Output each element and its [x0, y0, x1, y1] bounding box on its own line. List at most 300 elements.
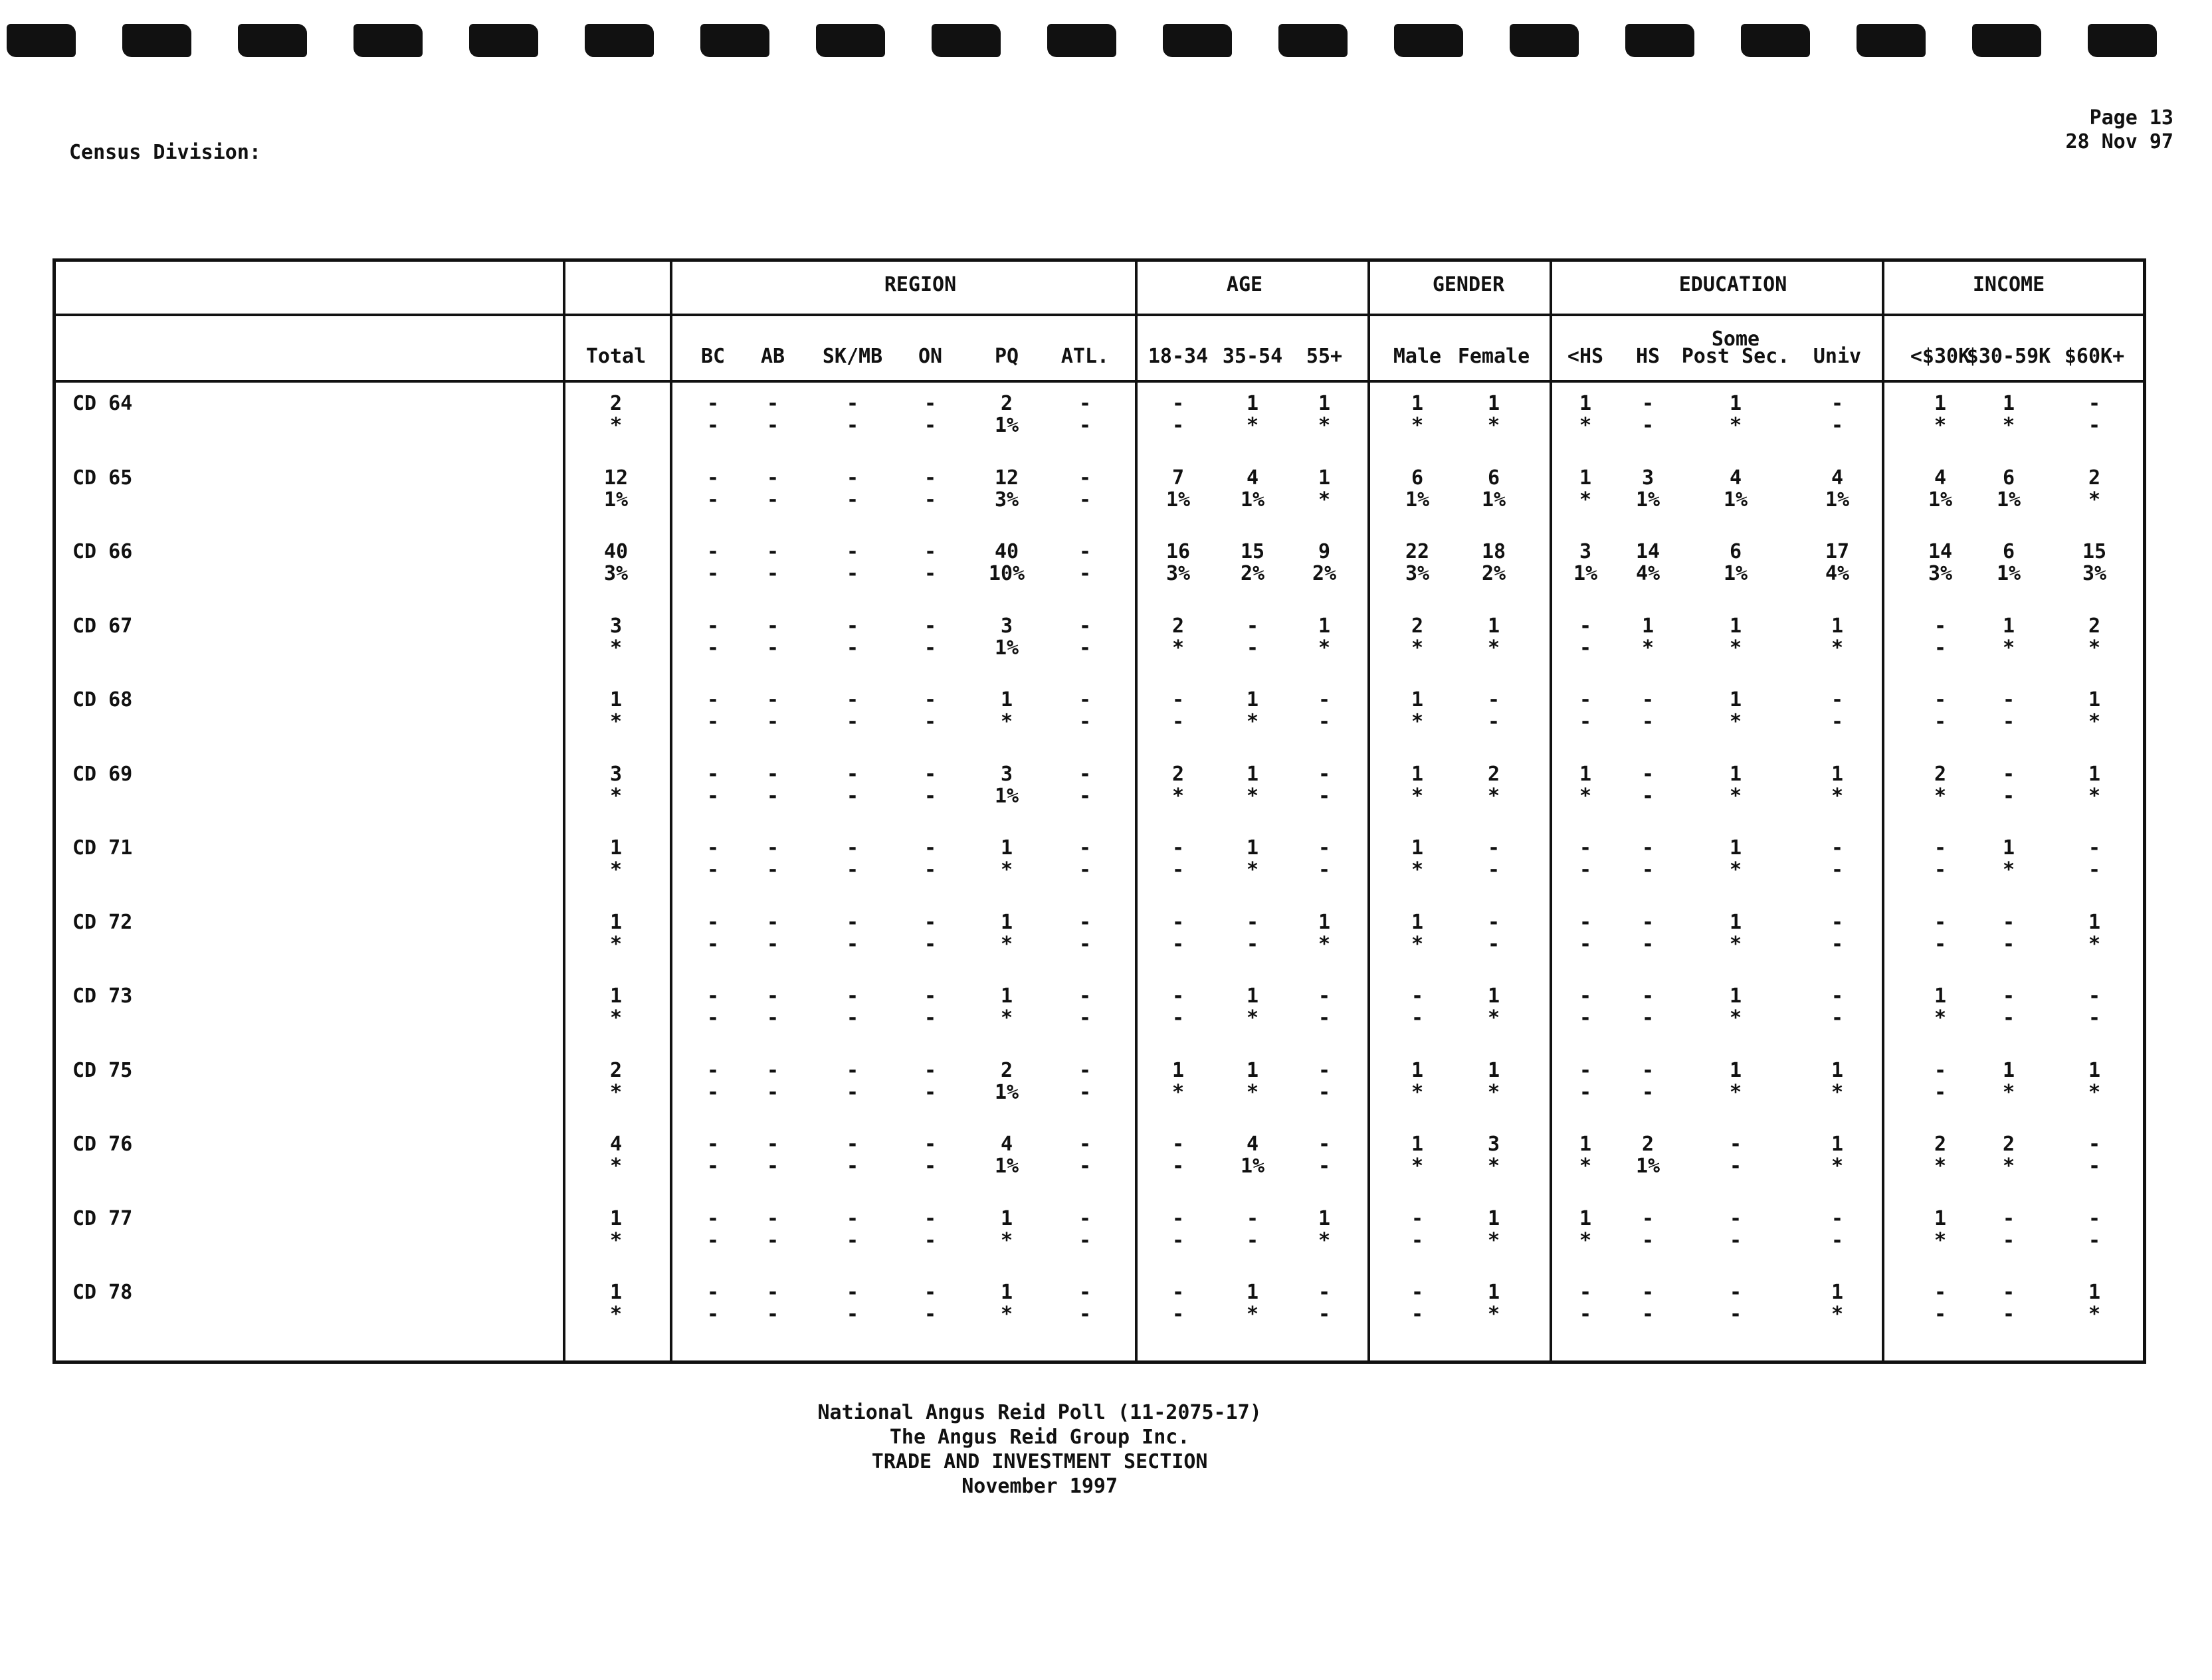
cell-percent: - — [706, 1303, 720, 1326]
cell-percent: * — [2002, 858, 2015, 882]
column-header: 18-34 — [1148, 345, 1209, 368]
cell-percent: * — [1729, 636, 1742, 660]
cell-percent: - — [766, 932, 779, 956]
cell-percent: - — [1831, 1228, 1844, 1252]
cell-percent: * — [609, 932, 623, 956]
cell-count: - — [1579, 688, 1592, 711]
cell-count: - — [1641, 392, 1655, 415]
cell-count: - — [1487, 688, 1500, 711]
cell-count: 2 — [609, 1058, 623, 1082]
cell-percent: - — [846, 488, 859, 512]
cell-percent: * — [1729, 1006, 1742, 1030]
footer — [0, 1400, 2212, 1499]
cell-percent: - — [924, 636, 937, 660]
cell-count: - — [1171, 910, 1185, 934]
cell-count: 4 — [1000, 1133, 1013, 1156]
cell-count: 3 — [1000, 762, 1013, 786]
binding-holes — [0, 19, 2212, 58]
cell-percent: - — [1318, 784, 1331, 808]
cell-count: - — [924, 688, 937, 711]
cell-percent: 3% — [1405, 562, 1430, 585]
cell-count: 7 — [1171, 466, 1185, 490]
cell-count: - — [1411, 1206, 1424, 1230]
cell-percent: - — [1831, 414, 1844, 437]
cell-count: - — [1171, 1281, 1185, 1304]
cell-percent: - — [766, 858, 779, 882]
footer-poll: National Angus Reid Poll (11-2075-17) — [817, 1401, 1262, 1424]
cell-percent: - — [766, 636, 779, 660]
cell-percent: - — [1171, 858, 1185, 882]
cell-count: - — [924, 540, 937, 563]
cell-percent: - — [1641, 1303, 1655, 1326]
cell-percent: * — [1934, 414, 1947, 437]
cell-percent: - — [924, 488, 937, 512]
cell-percent: - — [766, 562, 779, 585]
cell-percent: - — [1934, 710, 1947, 733]
cell-count: - — [924, 466, 937, 490]
cell-count: 3 — [609, 614, 623, 638]
cell-count: 2 — [1000, 1058, 1013, 1082]
cell-percent: - — [1078, 858, 1092, 882]
row-divider — [56, 380, 2143, 383]
cell-count: 1 — [1487, 614, 1500, 638]
cell-count: - — [924, 910, 937, 934]
cell-count: - — [706, 1058, 720, 1082]
cell-percent: 10% — [988, 562, 1025, 585]
binding-hole — [1278, 24, 1348, 57]
cell-count: - — [706, 392, 720, 415]
cell-percent: * — [1411, 932, 1424, 956]
cell-percent: - — [1078, 488, 1092, 512]
cell-percent: - — [766, 414, 779, 437]
cell-percent: - — [2002, 784, 2015, 808]
cell-percent: - — [2002, 932, 2015, 956]
cell-count: - — [846, 688, 859, 711]
cell-count: - — [1078, 614, 1092, 638]
cell-percent: - — [924, 784, 937, 808]
cell-percent: 1% — [1240, 1155, 1265, 1178]
cell-count: 2 — [1934, 1133, 1947, 1156]
cell-count: - — [1078, 392, 1092, 415]
cell-percent: * — [1246, 858, 1259, 882]
cell-count: - — [924, 984, 937, 1008]
cell-percent: * — [2002, 1155, 2015, 1178]
cell-percent: - — [1934, 636, 1947, 660]
cell-percent: 1% — [1240, 488, 1265, 512]
cell-count: - — [1078, 836, 1092, 860]
cell-percent: - — [766, 1155, 779, 1178]
cell-count: 3 — [1641, 466, 1655, 490]
cell-count: 1 — [1729, 910, 1742, 934]
column-header: $30-59K — [1966, 345, 2051, 368]
cell-percent: - — [924, 1303, 937, 1326]
cell-count: 1 — [1000, 688, 1013, 711]
cell-percent: - — [1487, 932, 1500, 956]
cell-percent: * — [1171, 636, 1185, 660]
cell-percent: * — [1729, 414, 1742, 437]
cell-percent: - — [846, 414, 859, 437]
cell-count: 2 — [1934, 762, 1947, 786]
cell-count: - — [1641, 836, 1655, 860]
cell-count: - — [1078, 1281, 1092, 1304]
cell-percent: - — [1171, 1155, 1185, 1178]
cell-percent: - — [846, 562, 859, 585]
cell-count: - — [1831, 392, 1844, 415]
cell-count: - — [1318, 1281, 1331, 1304]
cell-count: 1 — [2088, 1058, 2101, 1082]
binding-hole — [122, 24, 191, 57]
cell-count: - — [1318, 1058, 1331, 1082]
cell-count: 2 — [2088, 466, 2101, 490]
cell-percent: * — [1729, 710, 1742, 733]
cell-percent: 3% — [2082, 562, 2107, 585]
cell-percent: * — [1729, 932, 1742, 956]
cell-percent: * — [1411, 710, 1424, 733]
cell-percent: - — [924, 414, 937, 437]
cell-count: - — [1411, 1281, 1424, 1304]
cell-count: 1 — [1579, 466, 1592, 490]
binding-hole — [238, 24, 307, 57]
cell-count: - — [1171, 1206, 1185, 1230]
cell-count: - — [2002, 688, 2015, 711]
cell-percent: * — [609, 414, 623, 437]
cell-percent: - — [846, 932, 859, 956]
cell-count: 1 — [1000, 910, 1013, 934]
cell-percent: * — [2002, 414, 2015, 437]
cell-percent: * — [1934, 1006, 1947, 1030]
binding-hole — [1625, 24, 1694, 57]
cell-count: 2 — [1000, 392, 1013, 415]
cell-count: 1 — [1411, 1133, 1424, 1156]
cell-count: 15 — [2082, 540, 2107, 563]
cell-count: 2 — [1641, 1133, 1655, 1156]
cell-count: 1 — [1000, 1206, 1013, 1230]
cell-count: 14 — [1928, 540, 1953, 563]
cell-count: - — [2002, 1281, 2015, 1304]
cell-percent: - — [924, 858, 937, 882]
census-division-label: Census Division: — [69, 141, 261, 164]
cell-count: - — [1934, 1058, 1947, 1082]
cell-count: 1 — [1729, 984, 1742, 1008]
cell-count: - — [706, 836, 720, 860]
cell-percent: 1% — [994, 414, 1019, 437]
cell-percent: - — [1641, 1006, 1655, 1030]
cell-count: 40 — [603, 540, 629, 563]
cell-count: - — [1171, 392, 1185, 415]
column-header: 35-54 — [1222, 345, 1283, 368]
cell-count: 1 — [1246, 836, 1259, 860]
cell-count: 6 — [1487, 466, 1500, 490]
cell-percent: - — [1579, 858, 1592, 882]
cell-count: - — [1641, 688, 1655, 711]
cell-count: - — [2002, 762, 2015, 786]
cell-percent: * — [1579, 1155, 1592, 1178]
cell-count: 9 — [1318, 540, 1331, 563]
cell-count: - — [846, 466, 859, 490]
cell-count: 1 — [1831, 1133, 1844, 1156]
cell-percent: - — [1831, 932, 1844, 956]
cell-count: 2 — [1487, 762, 1500, 786]
cell-count: 1 — [1487, 984, 1500, 1008]
cell-count: - — [846, 1281, 859, 1304]
cell-count: - — [706, 984, 720, 1008]
cell-count: - — [706, 1206, 720, 1230]
cell-count: - — [706, 762, 720, 786]
cell-percent: - — [1729, 1155, 1742, 1178]
cell-percent: - — [1318, 710, 1331, 733]
cell-count: - — [846, 984, 859, 1008]
group-header-age: AGE — [1226, 273, 1263, 296]
cell-count: 2 — [1171, 762, 1185, 786]
cell-percent: * — [609, 710, 623, 733]
cell-count: 1 — [2088, 688, 2101, 711]
row-label: CD 71 — [72, 836, 133, 860]
cell-percent: - — [766, 1303, 779, 1326]
cell-percent: - — [1411, 1006, 1424, 1030]
cell-count: - — [1411, 984, 1424, 1008]
cell-count: - — [706, 688, 720, 711]
cell-count: 14 — [1635, 540, 1660, 563]
cell-percent: * — [1831, 784, 1844, 808]
cell-percent: * — [1318, 636, 1331, 660]
column-divider — [1882, 262, 1884, 1360]
cell-count: 1 — [1934, 392, 1947, 415]
cell-count: 1 — [1411, 688, 1424, 711]
cell-percent: * — [1487, 414, 1500, 437]
cell-count: - — [2002, 910, 2015, 934]
cell-count: 1 — [1831, 614, 1844, 638]
cell-percent: - — [1246, 932, 1259, 956]
cell-count: - — [846, 540, 859, 563]
cell-count: 1 — [1729, 688, 1742, 711]
cell-percent: - — [1487, 710, 1500, 733]
cell-percent: - — [846, 1006, 859, 1030]
cell-percent: * — [609, 1228, 623, 1252]
cell-count: - — [846, 836, 859, 860]
cell-percent: * — [1831, 1155, 1844, 1178]
cell-percent: * — [1171, 784, 1185, 808]
cell-percent: - — [1078, 1155, 1092, 1178]
cell-count: 1 — [1411, 762, 1424, 786]
cell-count: - — [766, 1281, 779, 1304]
cell-count: - — [846, 1058, 859, 1082]
cell-percent: * — [2088, 932, 2101, 956]
cell-count: 1 — [1246, 1058, 1259, 1082]
cell-count: 40 — [994, 540, 1019, 563]
cell-count: 6 — [1411, 466, 1424, 490]
cell-percent: 1% — [1635, 488, 1660, 512]
cell-percent: - — [2088, 1228, 2101, 1252]
cell-percent: - — [846, 636, 859, 660]
cell-percent: 1% — [994, 636, 1019, 660]
cell-count: - — [1078, 1206, 1092, 1230]
cell-percent: * — [2002, 1080, 2015, 1104]
cell-count: - — [1831, 836, 1844, 860]
cell-percent: * — [1831, 1303, 1844, 1326]
cell-count: - — [766, 614, 779, 638]
cell-count: 1 — [1000, 836, 1013, 860]
cell-count: - — [706, 540, 720, 563]
cell-percent: - — [1411, 1303, 1424, 1326]
cell-percent: * — [1411, 784, 1424, 808]
cell-count: 1 — [2088, 1281, 2101, 1304]
cell-count: 1 — [1729, 836, 1742, 860]
cell-percent: 1% — [1723, 488, 1748, 512]
cell-percent: * — [2088, 636, 2101, 660]
binding-hole — [469, 24, 538, 57]
cell-percent: - — [1729, 1228, 1742, 1252]
cell-count: - — [766, 1206, 779, 1230]
cell-percent: - — [1078, 1303, 1092, 1326]
cell-count: 1 — [1831, 762, 1844, 786]
cell-percent: 1% — [994, 1155, 1019, 1178]
cell-percent: * — [1411, 1155, 1424, 1178]
cell-count: 1 — [1579, 1133, 1592, 1156]
cell-count: - — [2088, 1133, 2101, 1156]
cell-count: 6 — [2002, 540, 2015, 563]
cell-count: - — [846, 1206, 859, 1230]
group-header-gender: GENDER — [1432, 273, 1505, 296]
column-divider — [1550, 262, 1552, 1360]
cell-count: 1 — [2002, 392, 2015, 415]
cell-count: - — [1831, 910, 1844, 934]
cell-count: - — [1246, 910, 1259, 934]
cell-percent: * — [2088, 1303, 2101, 1326]
cell-percent: - — [924, 562, 937, 585]
cell-count: 1 — [1246, 392, 1259, 415]
cell-count: - — [706, 466, 720, 490]
cell-percent: * — [1831, 636, 1844, 660]
cell-percent: * — [1579, 414, 1592, 437]
cell-count: - — [1641, 1058, 1655, 1082]
cell-percent: - — [1641, 414, 1655, 437]
cell-count: - — [924, 392, 937, 415]
cell-percent: * — [1246, 710, 1259, 733]
cell-percent: * — [1318, 488, 1331, 512]
cell-count: 1 — [1411, 836, 1424, 860]
cell-percent: - — [1579, 1303, 1592, 1326]
cell-count: 1 — [1318, 614, 1331, 638]
cell-percent: - — [924, 1006, 937, 1030]
column-header: AB — [760, 345, 785, 368]
cell-count: 4 — [1729, 466, 1742, 490]
cell-percent: * — [1000, 1006, 1013, 1030]
binding-hole — [1741, 24, 1810, 57]
cell-percent: * — [609, 784, 623, 808]
cell-percent: * — [1487, 1006, 1500, 1030]
cell-percent: * — [1171, 1080, 1185, 1104]
cell-percent: - — [2088, 858, 2101, 882]
cell-percent: - — [1831, 858, 1844, 882]
cell-count: - — [1934, 1281, 1947, 1304]
cell-count: 1 — [1579, 1206, 1592, 1230]
cell-percent: - — [1641, 932, 1655, 956]
cell-count: 2 — [2002, 1133, 2015, 1156]
cell-count: - — [1318, 984, 1331, 1008]
cell-count: - — [2088, 836, 2101, 860]
cell-count: - — [1729, 1206, 1742, 1230]
cell-count: - — [1318, 688, 1331, 711]
column-header: SK/MB — [822, 345, 883, 368]
cell-percent: - — [846, 1303, 859, 1326]
cell-percent: - — [846, 710, 859, 733]
cell-count: - — [924, 836, 937, 860]
cell-count: 1 — [1318, 466, 1331, 490]
cell-count: 1 — [1487, 392, 1500, 415]
binding-hole — [1394, 24, 1463, 57]
cell-count: 1 — [1729, 1058, 1742, 1082]
cell-percent: - — [1934, 1080, 1947, 1104]
cell-percent: * — [609, 858, 623, 882]
cell-percent: * — [1411, 1080, 1424, 1104]
cell-percent: * — [1246, 1303, 1259, 1326]
row-label: CD 76 — [72, 1133, 133, 1156]
cell-count: 4 — [609, 1133, 623, 1156]
cell-percent: - — [846, 1228, 859, 1252]
cell-percent: * — [1487, 1155, 1500, 1178]
cell-percent: - — [924, 1155, 937, 1178]
cell-count: - — [2088, 392, 2101, 415]
binding-hole — [2088, 24, 2157, 57]
cell-count: - — [1831, 984, 1844, 1008]
cell-count: - — [1078, 1133, 1092, 1156]
cell-percent: 1% — [1928, 488, 1953, 512]
cell-percent: - — [766, 1080, 779, 1104]
row-label: CD 73 — [72, 984, 133, 1008]
cell-count: 1 — [1246, 984, 1259, 1008]
cell-percent: * — [1246, 1080, 1259, 1104]
cell-percent: - — [1641, 858, 1655, 882]
cell-percent: - — [1318, 1303, 1331, 1326]
row-label: CD 66 — [72, 540, 133, 563]
cell-count: 1 — [1831, 1058, 1844, 1082]
cell-percent: * — [609, 636, 623, 660]
cell-percent: * — [1487, 784, 1500, 808]
cell-percent: * — [2088, 1080, 2101, 1104]
column-header-some: Some — [1711, 327, 1760, 351]
cell-count: 17 — [1825, 540, 1850, 563]
cell-count: 1 — [1411, 1058, 1424, 1082]
cell-percent: 2% — [1481, 562, 1506, 585]
cell-count: 18 — [1481, 540, 1506, 563]
cell-count: - — [924, 762, 937, 786]
cell-count: - — [1078, 910, 1092, 934]
cell-count: 1 — [1318, 392, 1331, 415]
cell-percent: * — [1934, 1155, 1947, 1178]
row-label: CD 64 — [72, 392, 133, 415]
cell-count: 1 — [1579, 762, 1592, 786]
cell-percent: * — [1729, 1080, 1742, 1104]
cell-percent: 1% — [994, 784, 1019, 808]
cell-count: - — [766, 910, 779, 934]
cell-count: 1 — [1246, 688, 1259, 711]
row-label: CD 77 — [72, 1206, 133, 1230]
cell-count: - — [924, 1133, 937, 1156]
cell-count: 1 — [1934, 1206, 1947, 1230]
cell-count: - — [1579, 984, 1592, 1008]
cell-percent: - — [2002, 1006, 2015, 1030]
cell-percent: * — [1318, 414, 1331, 437]
cell-percent: 2% — [1312, 562, 1337, 585]
cell-count: 1 — [2002, 836, 2015, 860]
binding-hole — [1972, 24, 2041, 57]
cell-count: - — [1078, 688, 1092, 711]
cell-percent: * — [609, 1080, 623, 1104]
cell-count: - — [1641, 762, 1655, 786]
binding-hole — [353, 24, 423, 57]
cell-percent: - — [2002, 710, 2015, 733]
cell-count: - — [766, 762, 779, 786]
